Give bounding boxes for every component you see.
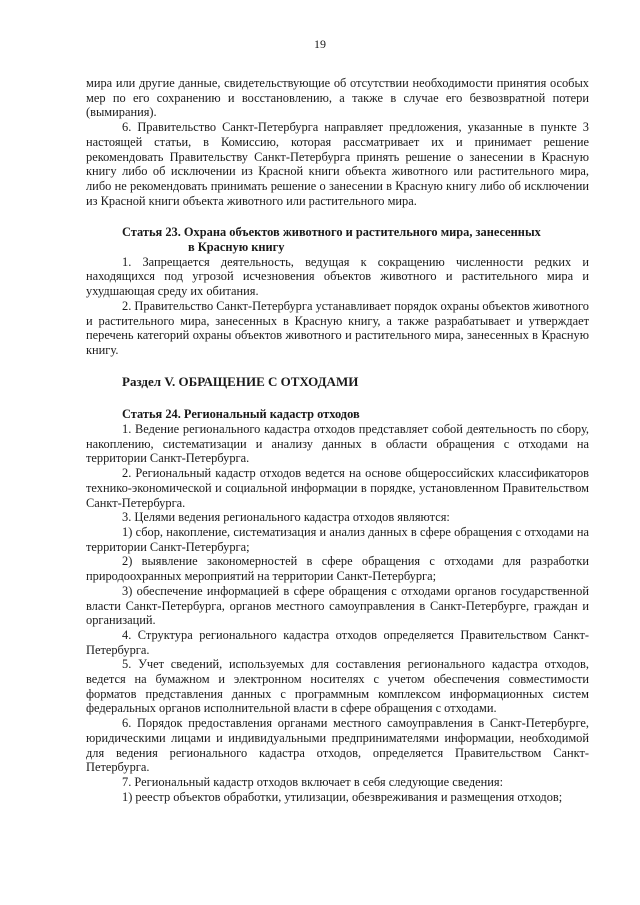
article-24-item-3-2: 2) выявление закономерностей в сфере обращения с отходами для разработки природоохранных мероприятий на территории Санкт-Петербурга;	[86, 554, 589, 584]
article-23-paragraph-1: 1. Запрещается деятельность, ведущая к сокращению численности редких и находящихся под угрозой исчезновения объектов животного и растительного мира и ухудшающая среду их обитания.	[86, 254, 589, 299]
article-24-item-7-1: 1) реестр объектов обработки, утилизации, обезвреживания и размещения отходов;	[122, 789, 563, 804]
article-24-item-3-1: 1) сбор, накопление, систематизация и анализ данных в сфере обращения с отходами на территории Санкт-Петербурга;	[86, 524, 589, 554]
article-23-title-line1: Статья 23. Охрана объектов животного и растительного мира, занесенных	[122, 225, 541, 240]
section-title: Раздел V. ОБРАЩЕНИЕ С ОТХОДАМИ	[122, 373, 359, 389]
article-24-title: Статья 24. Региональный кадастр отходов	[122, 407, 360, 422]
article-24-paragraph-1: 1. Ведение регионального кадастра отходов представляет собой деятельность по сбору, накоплению, систематизации и анализу данных в области обращения с отходами на территории Санкт-Петербурга.	[86, 422, 589, 466]
article-24-paragraph-3: 3. Целями ведения регионального кадастра отходов являются:	[122, 510, 450, 525]
paragraph-intro: мира или другие данные, свидетельствующие об отсутствии необходимости принятия особых мер по его сохранению и восстановлению, а также в случае его безвозвратной потери (вымирания).	[86, 76, 589, 120]
article-23-title-line2: в Красную книгу	[188, 240, 285, 255]
article-24-paragraph-4: 4. Структура регионального кадастра отходов определяется Правительством Санкт-Петербурга.	[86, 627, 589, 657]
article-24-paragraph-7: 7. Региональный кадастр отходов включает в себя следующие сведения:	[122, 774, 504, 789]
article-24-paragraph-6: 6. Порядок предоставления органами местного самоуправления в Санкт-Петербурге, юридическими лицами и индивидуальными предпринимателями информации, необходимой для ведения регионального кадастра отходов, определяется Правительством Санкт-Петербурга.	[86, 716, 589, 775]
paragraph-6: 6. Правительство Санкт-Петербурга направляет предложения, указанные в пункте 3 настоящей статьи, в Комиссию, которая рассматривает их и принимает решение рекомендовать Правительству Санкт-Петербурга принять решение о занесении в Красную книгу либо об исключении из Красной книги объекта животного или растительного мира, либо не рекомендовать принимать решение о занесении в Красную книгу либо об исключении из Красной книги объекта животного или растительного мира.	[86, 120, 589, 208]
article-23-paragraph-2: 2. Правительство Санкт-Петербурга устанавливает порядок охраны объектов животного и растительного мира, занесенных в Красную книгу, а также разрабатывает и утверждает перечень категорий охраны объектов животного и растительного мира, занесенных в Красную книгу.	[86, 298, 589, 357]
article-24-item-3-3: 3) обеспечение информацией в сфере обращения с отходами органов государственной власти Санкт-Петербурга, органов местного самоуправления в Санкт-Петербурге, граждан и организаций.	[86, 583, 589, 628]
article-24-paragraph-2: 2. Региональный кадастр отходов ведется на основе общероссийских классификаторов технико-экономической и социальной информации в порядке, установленном Правительством Санкт-Петербурга.	[86, 466, 589, 510]
article-23-title	[86, 225, 589, 254]
page-number: 19	[314, 37, 326, 51]
document-body	[86, 76, 589, 804]
article-24-paragraph-5: 5. Учет сведений, используемых для составления регионального кадастра отходов, ведется на бумажном и электронном носителях с учетом обеспечения совместимости форматов представления данных с программным комплексом информационных систем федеральных органов исполнительной власти в сфере обращения с отходами.	[86, 657, 589, 716]
